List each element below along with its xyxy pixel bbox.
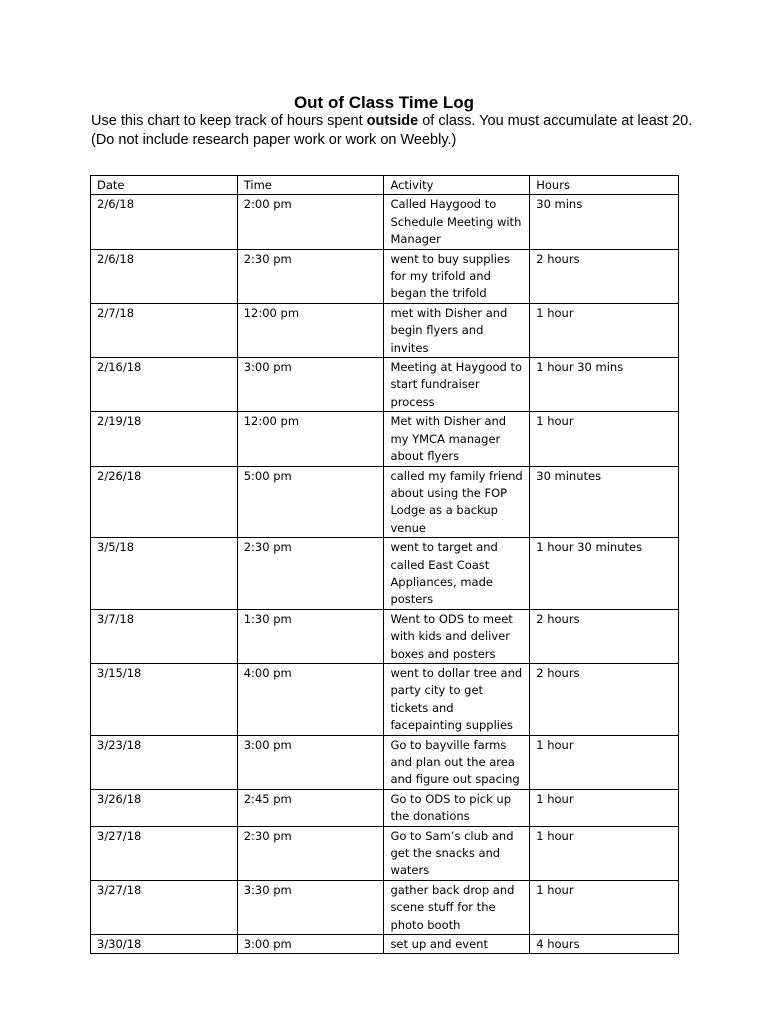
cell-activity: Meeting at Haygood to start fundraiser process xyxy=(384,358,530,412)
cell-activity: Go to ODS to pick up the donations xyxy=(384,789,530,826)
page-title: Out of Class Time Log xyxy=(293,93,475,112)
table-row xyxy=(91,789,679,826)
cell-activity: set up and event xyxy=(384,935,530,954)
table-body xyxy=(91,195,679,954)
cell-hours: 1 hour 30 mins xyxy=(530,358,679,412)
cell-hours: 4 hours xyxy=(530,935,679,954)
cell-activity: Went to ODS to meet with kids and deliver boxes and posters xyxy=(384,609,530,663)
table-row xyxy=(91,880,679,934)
header-activity: Activity xyxy=(384,176,530,195)
cell-time: 1:30 pm xyxy=(237,609,384,663)
time-log-table xyxy=(90,175,679,954)
cell-date: 3/23/18 xyxy=(91,735,238,789)
cell-time: 2:00 pm xyxy=(237,195,384,249)
cell-activity: went to buy supplies for my trifold and began the trifold xyxy=(384,249,530,303)
table-row xyxy=(91,538,679,610)
table-row xyxy=(91,663,679,735)
cell-activity: went to target and called East Coast Appliances, made posters xyxy=(384,538,530,610)
cell-hours: 1 hour xyxy=(530,412,679,466)
cell-activity: Go to bayville farms and plan out the area and figure out spacing xyxy=(384,735,530,789)
table-row xyxy=(91,735,679,789)
cell-hours: 1 hour 30 minutes xyxy=(530,538,679,610)
cell-hours: 1 hour xyxy=(530,789,679,826)
header-hours: Hours xyxy=(530,176,679,195)
cell-activity: went to dollar tree and party city to get tickets and facepainting supplies xyxy=(384,663,530,735)
cell-hours: 1 hour xyxy=(530,826,679,880)
cell-time: 3:00 pm xyxy=(237,935,384,954)
cell-date: 2/19/18 xyxy=(91,412,238,466)
cell-date: 3/7/18 xyxy=(91,609,238,663)
cell-hours: 1 hour xyxy=(530,303,679,357)
instructions-text-end: of class. You must accumulate at least 20. xyxy=(418,113,693,129)
cell-time: 12:00 pm xyxy=(237,303,384,357)
cell-time: 3:00 pm xyxy=(237,735,384,789)
cell-activity: called my family friend about using the FOP Lodge as a backup venue xyxy=(384,466,530,538)
table-row xyxy=(91,466,679,538)
cell-time: 3:30 pm xyxy=(237,880,384,934)
cell-hours: 30 mins xyxy=(530,195,679,249)
cell-activity: gather back drop and scene stuff for the photo booth xyxy=(384,880,530,934)
table-row xyxy=(91,358,679,412)
table-row xyxy=(91,609,679,663)
cell-time: 2:30 pm xyxy=(237,249,384,303)
cell-time: 3:00 pm xyxy=(237,358,384,412)
table-header-row xyxy=(91,176,679,195)
cell-time: 4:00 pm xyxy=(237,663,384,735)
cell-date: 3/27/18 xyxy=(91,880,238,934)
cell-time: 2:30 pm xyxy=(237,826,384,880)
cell-time: 12:00 pm xyxy=(237,412,384,466)
cell-hours: 1 hour xyxy=(530,735,679,789)
cell-date: 3/30/18 xyxy=(91,935,238,954)
table-row xyxy=(91,195,679,249)
header-date: Date xyxy=(91,176,238,195)
header-time: Time xyxy=(237,176,384,195)
cell-activity: Met with Disher and my YMCA manager about flyers xyxy=(384,412,530,466)
instructions-note: (Do not include research paper work or work on Weebly.) xyxy=(91,132,457,148)
cell-date: 3/5/18 xyxy=(91,538,238,610)
cell-date: 2/7/18 xyxy=(91,303,238,357)
cell-date: 3/15/18 xyxy=(91,663,238,735)
table-row xyxy=(91,249,679,303)
instructions-text-start: Use this chart to keep track of hours spent xyxy=(91,113,367,129)
table-row xyxy=(91,412,679,466)
cell-activity: met with Disher and begin flyers and invites xyxy=(384,303,530,357)
cell-date: 3/27/18 xyxy=(91,826,238,880)
cell-hours: 2 hours xyxy=(530,663,679,735)
cell-date: 3/26/18 xyxy=(91,789,238,826)
cell-date: 2/26/18 xyxy=(91,466,238,538)
cell-date: 2/6/18 xyxy=(91,195,238,249)
cell-time: 2:30 pm xyxy=(237,538,384,610)
cell-hours: 2 hours xyxy=(530,249,679,303)
cell-activity: Go to Sam’s club and get the snacks and waters xyxy=(384,826,530,880)
cell-hours: 30 minutes xyxy=(530,466,679,538)
cell-time: 2:45 pm xyxy=(237,789,384,826)
cell-date: 2/16/18 xyxy=(91,358,238,412)
cell-time: 5:00 pm xyxy=(237,466,384,538)
instructions xyxy=(91,112,731,150)
cell-activity: Called Haygood to Schedule Meeting with Manager xyxy=(384,195,530,249)
table-row xyxy=(91,826,679,880)
cell-hours: 2 hours xyxy=(530,609,679,663)
cell-hours: 1 hour xyxy=(530,880,679,934)
cell-date: 2/6/18 xyxy=(91,249,238,303)
instructions-emphasis: outside xyxy=(366,113,419,129)
table-row xyxy=(91,303,679,357)
table-row xyxy=(91,935,679,954)
